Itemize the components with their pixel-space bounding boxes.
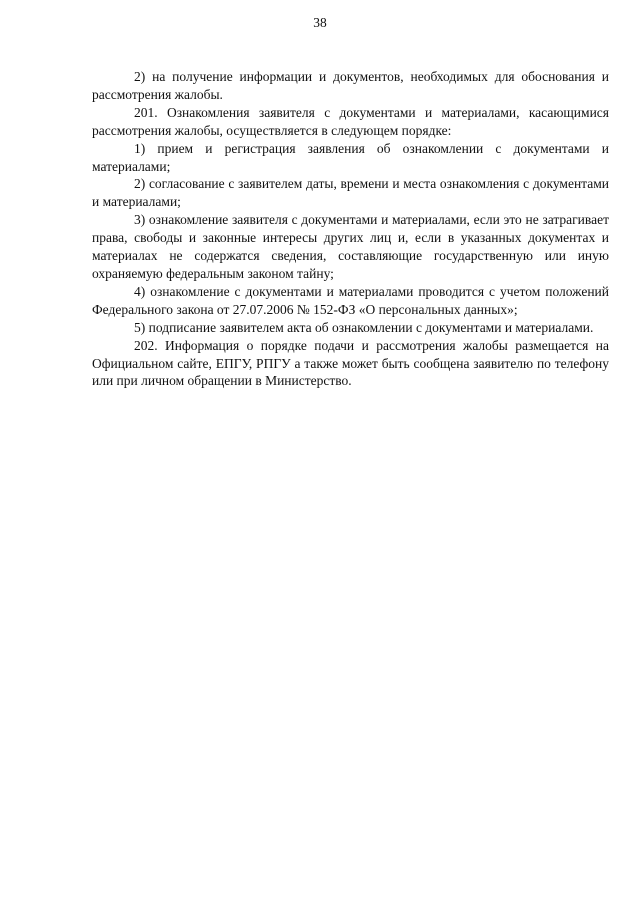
paragraph-202: 202. Информация о порядке подачи и рассмотрения жалобы размещается на Официальном сайте, ЕПГУ, РПГУ а также может быть сообщена заявителю по телефону или при личном обращении в Министерство. xyxy=(92,337,609,389)
paragraph-201: 201. Ознакомления заявителя с документами и материалами, касающимися рассмотрения жалобы, осуществляется в следующем порядке: xyxy=(92,104,609,138)
paragraph-201-item-4: 4) ознакомление с документами и материалами проводится с учетом положений Федерального закона от 27.07.2006 № 152-ФЗ «О персональных данных»; xyxy=(92,283,609,317)
document-body xyxy=(92,68,609,390)
paragraph-obtaining-info: 2) на получение информации и документов, необходимых для обоснования и рассмотрения жалобы. xyxy=(92,69,609,102)
paragraph-201-item-3: 3) ознакомление заявителя с документами и материалами, если это не затрагивает права, свободы и законные интересы других лиц и, если в указанных документах и материалах не содержатся сведения, составляющие государственную или иную охраняемую федеральным законом тайну; xyxy=(92,212,609,281)
paragraph-201-item-1: 1) прием и регистрация заявления об ознакомлении с документами и материалами; xyxy=(92,140,609,174)
paragraph-201-item-2: 2) согласование с заявителем даты, времени и места ознакомления с документами и материалами; xyxy=(92,176,609,210)
paragraph-201-item-5: 5) подписание заявителем акта об ознакомлении с документами и материалами. xyxy=(134,319,594,335)
page-number: 38 xyxy=(313,15,327,30)
